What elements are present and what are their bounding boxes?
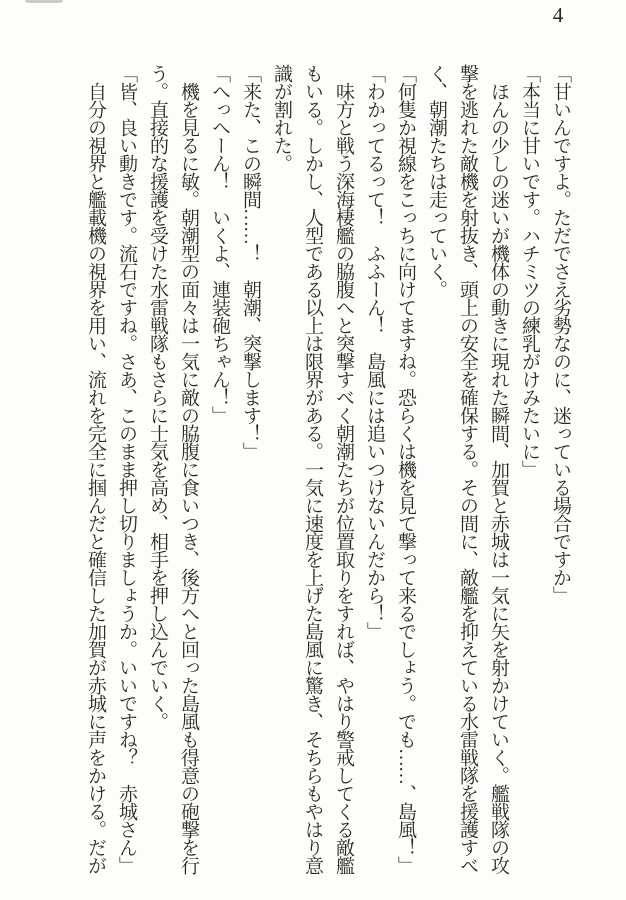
text-line-9: もいる。しかし、人型である以上は限界がある。一気に速度を上げた島風に驚き、そちらもやはり意	[302, 64, 323, 874]
text-line-2: 「本当に甘いです。ハチミツの練乳がけみたいに」	[519, 64, 540, 478]
text-line-7: 「わかってるって！ ふふーん！ 島風には追いつけないんだから！」	[364, 64, 385, 640]
text-line-13: 機を見るに敏。朝潮型の面々は一気に敵の脇腹に食いつき、後方へと回った島風も得意の砲撃を行	[178, 64, 199, 874]
text-line-15: 「皆、良い動きです。流石ですね。さあ、このまま押し切りましょうか。いいですね？ 赤城さん」	[116, 64, 137, 874]
scan-edge-artifact	[25, 0, 63, 3]
text-block	[80, 64, 576, 892]
page-number: 4	[552, 3, 564, 27]
text-line-5: く、朝潮たちは走っていく。	[426, 64, 447, 298]
text-line-16: 自分の視界と艦載機の視界を用い、流れを完全に掴んだと確信した加賀が赤城に声をかける。だが	[85, 64, 106, 874]
text-line-8: 味方と戦う深海棲艦の脇腹へと突撃すべく朝潮たちが位置取りをすれば、やはり警戒してくる敵艦	[333, 64, 354, 874]
text-line-1: 「甘いんですよ。ただでさえ劣勢なのに、迷っている場合ですか」	[550, 64, 571, 604]
text-line-12: 「へっへーん！ いくよ、連装砲ちゃん！」	[209, 64, 230, 424]
text-line-4: 撃を逃れた敵機を射抜き、頭上の安全を確保する。その間に、敵艦を抑えている水雷戦隊を援護すべ	[457, 64, 478, 874]
text-line-10: 識が割れた。	[271, 64, 292, 172]
text-line-11: 「来た、この瞬間……！ 朝潮、突撃します！」	[240, 64, 261, 460]
text-line-14: う。直接的な援護を受けた水雷戦隊もさらに士気を高め、相手を押し込んでいく。	[147, 64, 168, 730]
text-line-6: 「何隻か視線をこっちに向けてますね。恐らくは機を見て撃って来るでしょう。でも……、島風！」	[395, 64, 416, 874]
text-line-3: ほんの少しの迷いが機体の動きに現れた瞬間、加賀と赤城は一気に矢を射かけていく。艦戦隊の攻	[488, 64, 509, 874]
